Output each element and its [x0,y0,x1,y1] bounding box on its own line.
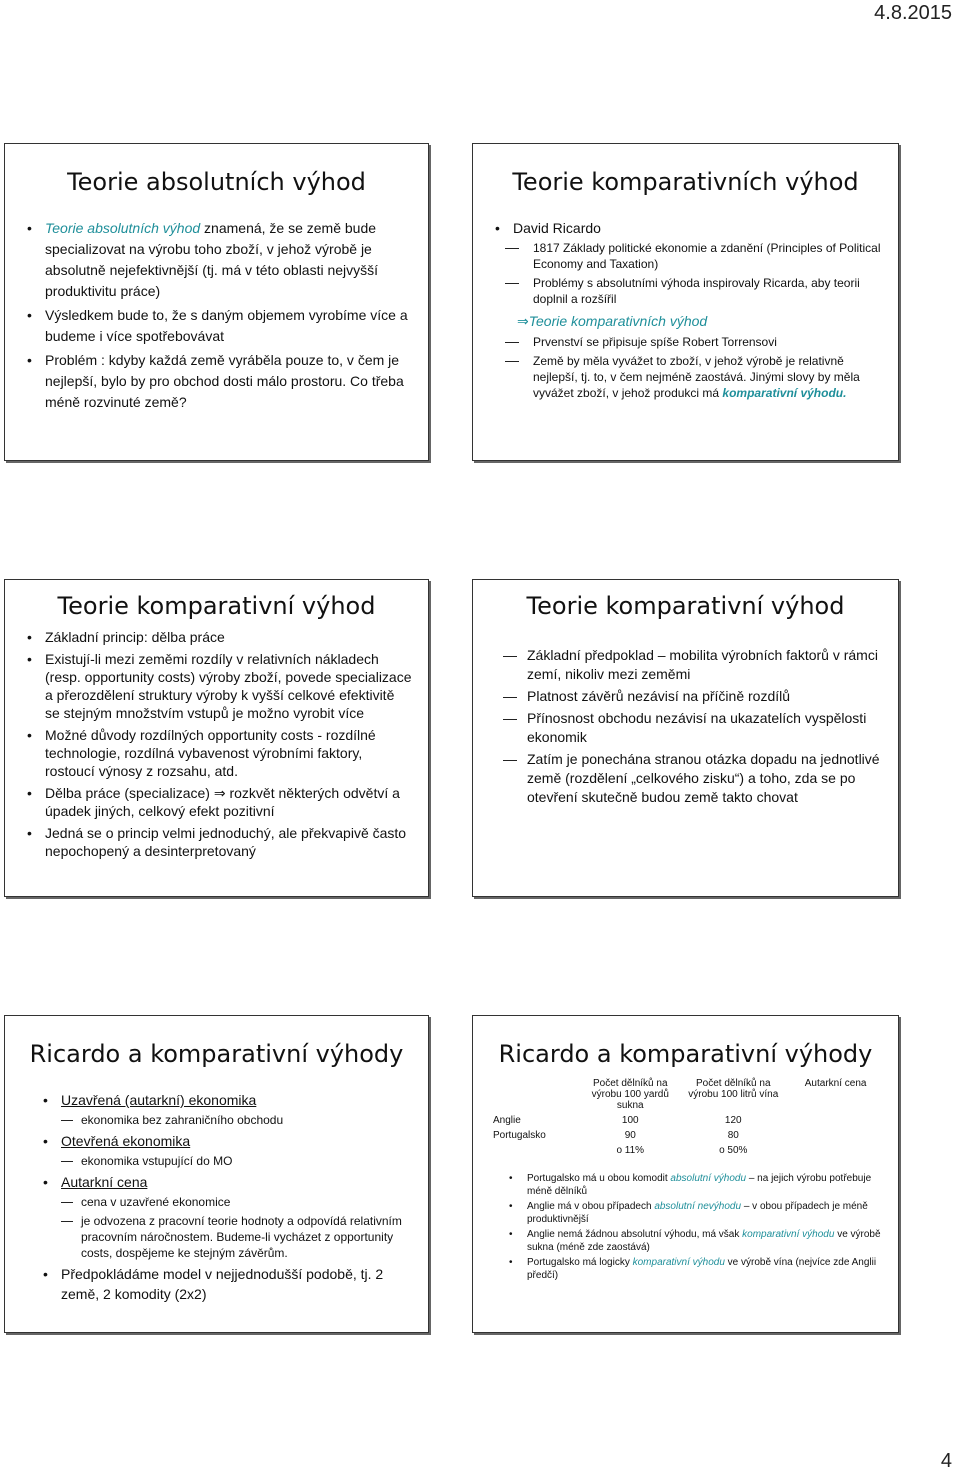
bullet-list [489,218,882,401]
bullet-item: • Základní princip: dělba práce [21,628,412,646]
bullet-list [489,1172,882,1282]
table-row [489,1143,882,1158]
bullet-text: Dělba práce (specializace) [45,785,214,801]
slide-absolute-advantage [4,143,429,461]
table-cell: o 11% [616,1145,645,1156]
table-cell: Anglie [493,1115,521,1126]
bullet-item [489,1228,882,1254]
sub-bullet-item: Základní předpoklad – mobilita výrobních faktorů v rámci zemí, nikoliv mezi zeměmi [489,646,882,684]
implies-arrow-icon: ⇒ [517,313,529,329]
table-cell: 120 [724,1115,742,1126]
slide-title: Teorie komparativních výhod [512,168,859,196]
bullet-item: • Existují-li mezi zeměmi rozdíly v relativních nákladech (resp. opportunity costs) výroby zboží, povede specializace a přerozdělení struktury výroby k vyšší celkové efektivitě se stejným množstvím vstupů je možno vyrobit více [21,650,412,722]
table-cell [789,1113,882,1128]
sub-bullet-item: Přínosnost obchodu nezávisí na ukazatelích vyspělosti ekonomik [489,709,882,747]
emphasis-text: komparativní výhodu [742,1229,835,1240]
bullet-text: rozkvět některých odvětví a úpadek jiných, celkový efekt pozitivní [45,785,400,819]
bullet-item [21,218,412,302]
bullet-item [489,1256,882,1282]
emphasis-text: komparativní výhodu. [722,386,847,400]
table-cell: 80 [727,1130,739,1141]
labor-table [489,1076,882,1158]
sub-bullet-item: cena v uzavřené ekonomice [21,1194,412,1210]
slide-ricardo-definitions [4,1015,429,1333]
bullet-item: • Uzavřená (autarkní) ekonomika [21,1090,412,1110]
table-cell: 100 [621,1115,639,1126]
implies-arrow-icon: ⇒ [213,785,226,801]
bullet-item [489,1200,882,1226]
slide-comparative-advantages [472,143,899,461]
emphasis-text: absolutní výhodu [670,1173,747,1184]
slide-title: Teorie komparativní výhod [526,592,845,620]
emphasis-text: komparativní výhodu [632,1257,725,1268]
bullet-text: Portugalsko má u obou komodit [527,1173,671,1184]
emphasis-text: absolutní nevýhodu [654,1201,742,1212]
table-header-cell: Počet dělníků na výrobu 100 yardů sukna [591,1078,669,1111]
bullet-text: ve výrobě vína (nejvíce zde Anglii předčí) [527,1257,877,1281]
bullet-item: • Předpokládáme model v nejjednodušší podobě, tj. 2 země, 2 komodity (2x2) [21,1264,412,1304]
slide-title: Teorie komparativní výhod [57,592,376,620]
slide-comparative-advantage-assumptions [472,579,899,897]
bullet-list [21,218,412,413]
table-row [489,1113,882,1128]
table-header-cell: Autarkní cena [804,1078,867,1089]
emphasis-text: Teorie absolutních výhod [45,220,201,236]
bullet-item: • Výsledkem bude to, že s daným objemem vyrobíme více a budeme i více spotřebovávat [21,305,412,347]
bullet-item: • Jedná se o princip velmi jednoduchý, ale překvapivě často nepochopený a desinterpretovaný [21,824,412,860]
bullet-list [21,1090,412,1304]
slide-title: Ricardo a komparativní výhody [498,1040,873,1068]
bullet-item: • Otevřená ekonomika [21,1131,412,1151]
bullet-text: Země by měla vyvážet to zboží, v jehož výrobě je relativně nejlepší, tj. to, v čem nejméně zaostává. Jinými slovy by měla vyvážet zboží, v jehož produkci má [533,354,860,400]
bullet-text: Anglie nemá žádnou absolutní výhodu, má však [527,1229,743,1240]
bullet-item: • Autarkní cena [21,1172,412,1192]
sub-bullet-item: Prvenství se připisuje spíše Robert Torrensovi [489,334,882,350]
bullet-item: • Problém : kdyby každá země vyráběla pouze to, v čem je nejlepší, bylo by pro obchod dosti málo prostoru. Co třeba méně rozvinuté země? [21,350,412,413]
bullet-text: – v obou případech je méně produktivnější [527,1201,868,1225]
table-header-cell: Počet dělníků na výrobu 100 litrů vína [688,1078,779,1100]
table-header-row [489,1076,882,1113]
page-date: 4.8.2015 [874,2,952,24]
sub-bullet-item: 1817 Základy politické ekonomie a zdanění (Principles of Political Economy and Taxation) [489,240,882,272]
bullet-text: znamená, že se země bude specializovat na výrobu toho zboží, v jehož výrobě je absolutně nejefektivnější (tj. má v této oblasti nejvyšší produktivitu práce) [45,220,379,299]
sub-bullet-item: Platnost závěrů nezávisí na příčině rozdílů [489,687,882,706]
bullet-text: ve výrobě sukna (méně zde zaostává) [527,1229,881,1253]
slide-comparative-advantage-principle [4,579,429,897]
sub-bullet-item [489,353,882,401]
arrow-item [489,310,882,332]
table-row [489,1128,882,1143]
sub-bullet-item: Zatím je ponechána stranou otázka dopadu na jednotlivé země (rozdělení „celkového zisku“) a toho, zda se po otevření skutečně budou země takto chovat [489,750,882,807]
table-cell [789,1128,882,1143]
slide-ricardo-example [472,1015,899,1333]
table-cell [489,1143,583,1158]
sub-bullet-item: ekonomika bez zahraničního obchodu [21,1112,412,1128]
bullet-text: Anglie má v obou případech [527,1201,655,1212]
sub-bullet-item: ekonomika vstupující do MO [21,1153,412,1169]
table-cell [789,1143,882,1158]
sub-bullet-item: Problémy s absolutními výhoda inspirovaly Ricarda, aby teorii doplnil a rozšířil [489,275,882,307]
sub-bullet-item: je odvozena z pracovní teorie hodnoty a odpovídá relativním pracovním náročnostem. Budeme-li vycházet z opportunity costs, dospějeme ke stejným závěrům. [21,1213,412,1261]
bullet-item [21,784,412,820]
slide-title: Ricardo a komparativní výhody [29,1040,404,1068]
bullet-item: • David Ricardo [489,218,882,238]
bullet-list [21,628,412,860]
page-number: 4 [940,1450,952,1472]
table-header-cell [489,1076,583,1113]
table-cell: o 50% [719,1145,748,1156]
bullet-item: • Možné důvody rozdílných opportunity costs - rozdílné technologie, rozdílná vybavenost výrobními faktory, rostoucí výnosy z rozsahu, atd. [21,726,412,780]
bullet-item [489,1172,882,1198]
bullet-text: – na jejich výrobu potřebuje méně dělníků [527,1173,872,1197]
bullet-text: Portugalsko má logicky [527,1257,633,1268]
table-cell: Portugalsko [493,1130,546,1141]
emphasis-text: Teorie komparativních výhod [528,313,708,329]
slide-title: Teorie absolutních výhod [67,168,366,196]
bullet-list [489,646,882,807]
table-cell: 90 [624,1130,636,1141]
